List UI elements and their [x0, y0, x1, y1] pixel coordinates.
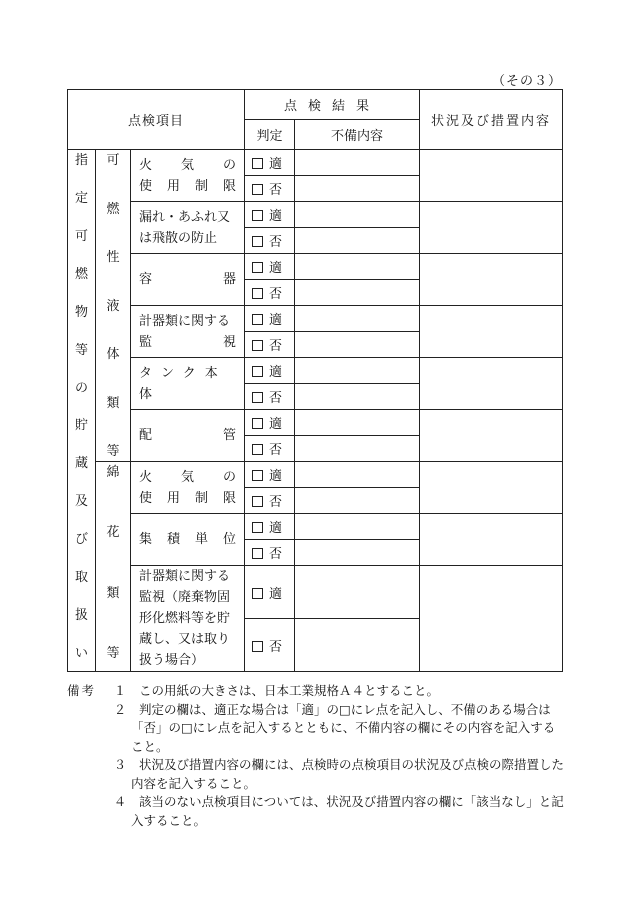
checkbox-icon[interactable] [252, 641, 263, 652]
note-number: ３ [113, 757, 127, 772]
note-text: この用紙の大きさは、日本工業規格Ａ４とすること。 [139, 683, 440, 698]
checkbox-icon[interactable] [252, 496, 263, 507]
judge-ng-checkbox[interactable]: 否 [245, 436, 295, 462]
judge-ng-checkbox[interactable]: 否 [245, 228, 295, 254]
checkbox-icon[interactable] [252, 392, 263, 403]
checkbox-icon[interactable] [252, 236, 263, 247]
checkbox-icon[interactable] [252, 288, 263, 299]
defect-cell[interactable] [295, 202, 420, 228]
header-defect: 不備内容 [295, 120, 420, 150]
judge-ng-checkbox[interactable]: 否 [245, 332, 295, 358]
category-combustible-liquids: 可 燃 性 液 体 類 等 [96, 150, 131, 462]
judge-ok-checkbox[interactable]: 適 [245, 514, 295, 540]
checkbox-icon[interactable] [252, 418, 263, 429]
judge-ng-checkbox[interactable]: 否 [245, 540, 295, 566]
item-piping: 配 管 [131, 410, 245, 462]
defect-cell[interactable] [295, 410, 420, 436]
note-text: 状況及び措置内容の欄には、点検時の点検項目の状況及び点検の際措置した内容を記入すること。 [131, 757, 565, 791]
header-status: 状況及び措置内容 [420, 90, 563, 150]
defect-cell[interactable] [295, 514, 420, 540]
status-cell[interactable] [420, 202, 563, 254]
defect-cell[interactable] [295, 280, 420, 306]
judge-ok-checkbox[interactable]: 適 [245, 306, 295, 332]
judge-ng-checkbox[interactable]: 否 [245, 488, 295, 514]
defect-cell[interactable] [295, 540, 420, 566]
defect-cell[interactable] [295, 488, 420, 514]
defect-cell[interactable] [295, 358, 420, 384]
page-label: （その３） [491, 74, 562, 89]
judge-ok-checkbox[interactable]: 適 [245, 202, 295, 228]
header-item: 点検項目 [68, 90, 245, 150]
inspection-table [67, 89, 563, 672]
judge-ok-checkbox[interactable]: 適 [245, 410, 295, 436]
defect-cell[interactable] [295, 384, 420, 410]
defect-cell[interactable] [295, 436, 420, 462]
checkbox-icon[interactable] [252, 366, 263, 377]
note-number: ２ [113, 701, 127, 717]
judge-ok-checkbox[interactable]: 適 [245, 566, 295, 619]
judge-ok-checkbox[interactable]: 適 [245, 150, 295, 176]
item-leak-prevention: 漏れ・あふれ又 は飛散の防止 [131, 202, 245, 254]
judge-ok-checkbox[interactable]: 適 [245, 358, 295, 384]
category-cotton: 綿 花 類 等 [96, 462, 131, 672]
notes-label: 備考 [67, 683, 97, 698]
defect-cell[interactable] [295, 566, 420, 619]
checkbox-icon[interactable] [252, 158, 263, 169]
checkbox-icon[interactable] [252, 548, 263, 559]
status-cell[interactable] [420, 358, 563, 410]
item-stacking-unit: 集 積 単 位 [131, 514, 245, 566]
checkbox-icon[interactable] [252, 262, 263, 273]
judge-ng-checkbox[interactable]: 否 [245, 619, 295, 672]
note-number: ４ [113, 794, 127, 809]
status-cell[interactable] [420, 566, 563, 672]
category-designated-combustibles: 指 定 可 燃 物 等 の 貯 蔵 及 び 取 扱 い [68, 150, 96, 672]
status-cell[interactable] [420, 254, 563, 306]
status-cell[interactable] [420, 462, 563, 514]
header-judgement: 判定 [245, 120, 295, 150]
note-text: 判定の欄は、適正な場合は「適」の□にレ点を記入し、不備のある場合は「否」の□にレ点を記入するとともに、不備内容の欄にその内容を記入すること。 [131, 701, 556, 754]
checkbox-icon[interactable] [252, 470, 263, 481]
status-cell[interactable] [420, 410, 563, 462]
status-cell[interactable] [420, 150, 563, 202]
defect-cell[interactable] [295, 306, 420, 332]
checkbox-icon[interactable] [252, 184, 263, 195]
defect-cell[interactable] [295, 619, 420, 672]
item-container: 容 器 [131, 254, 245, 306]
judge-ng-checkbox[interactable]: 否 [245, 384, 295, 410]
defect-cell[interactable] [295, 332, 420, 358]
checkbox-icon[interactable] [252, 522, 263, 533]
checkbox-icon[interactable] [252, 340, 263, 351]
defect-cell[interactable] [295, 150, 420, 176]
item-fire-use-restriction: 火 気 の 使 用 制 限 [131, 150, 245, 202]
item-fire-use-restriction-cotton: 火 気 の 使 用 制 限 [131, 462, 245, 514]
judge-ok-checkbox[interactable]: 適 [245, 254, 295, 280]
judge-ng-checkbox[interactable]: 否 [245, 176, 295, 202]
item-meter-monitoring: 計器類に関する 監 視 [131, 306, 245, 358]
item-tank-body: タンク本体 [131, 358, 245, 410]
note-number: １ [113, 683, 127, 698]
notes-section [67, 682, 567, 830]
status-cell[interactable] [420, 514, 563, 566]
status-cell[interactable] [420, 306, 563, 358]
defect-cell[interactable] [295, 228, 420, 254]
checkbox-icon[interactable] [252, 444, 263, 455]
defect-cell[interactable] [295, 462, 420, 488]
judge-ok-checkbox[interactable]: 適 [245, 462, 295, 488]
checkbox-icon[interactable] [252, 314, 263, 325]
item-meter-monitoring-rdf: 計器類に関する 監視（廃棄物固 形化燃料等を貯 蔵し、又は取り 扱う場合） [131, 566, 245, 672]
defect-cell[interactable] [295, 176, 420, 202]
judge-ng-checkbox[interactable]: 否 [245, 280, 295, 306]
header-result: 点検結果 [245, 90, 420, 120]
checkbox-icon[interactable] [252, 588, 263, 599]
checkbox-icon[interactable] [252, 210, 263, 221]
note-text: 該当のない点検項目については、状況及び措置内容の欄に「該当なし」と記入すること。 [131, 794, 564, 828]
defect-cell[interactable] [295, 254, 420, 280]
